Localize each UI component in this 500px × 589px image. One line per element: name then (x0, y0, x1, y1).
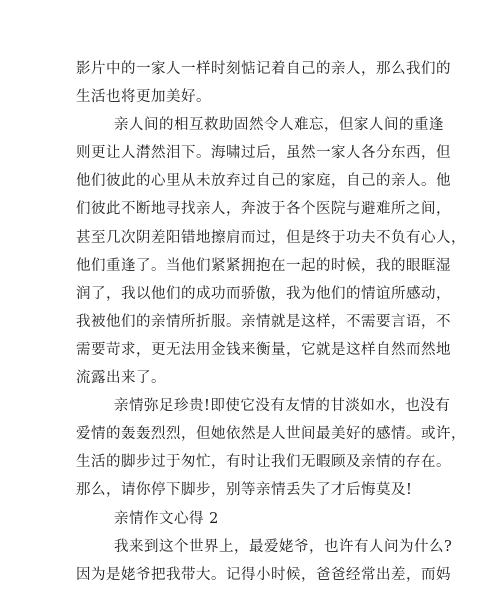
text-line: 他们彼此的心里从未放弃过自己的家庭，自己的亲人。他 (76, 173, 451, 190)
paragraph-start-line: 亲情作文心得 2 (114, 510, 219, 527)
paragraph-start-line: 我来到这个世界上，最爱姥爷，也许有人问为什么? (114, 538, 453, 555)
text-line: 那么，请你停下脚步，别等亲情丢失了才后悔莫及! (76, 482, 413, 499)
paragraph-start-line: 亲情弥足珍贵!即使它没有友情的甘淡如水，也没有 (114, 398, 451, 415)
text-line: 润了，我以他们的成功而骄傲，我为他们的情谊所感动， (76, 285, 451, 302)
text-line: 他们重逢了。当他们紧紧拥抱在一起的时候，我的眼眶湿 (76, 257, 451, 274)
text-line: 我被他们的亲情所折服。亲情就是这样，不需要言语，不 (76, 313, 451, 330)
text-line: 影片中的一家人一样时刻惦记着自己的亲人，那么我们的 (76, 61, 451, 77)
text-line: 流露出来了。 (76, 370, 166, 387)
paragraph-start-line: 亲人间的相互救助固然令人难忘，但家人间的重逢 (114, 117, 444, 134)
body-text (76, 55, 466, 589)
text-line: 甚至几次阴差阳错地擦肩而过，但是终于功夫不负有心人， (76, 229, 466, 246)
text-line: 生活也将更加美好。 (76, 89, 211, 106)
text-line: 因为是姥爷把我带大。记得小时候，爸爸经常出差，而妈 (76, 566, 451, 583)
text-line: 爱情的轰轰烈烈，但她依然是人世间最美好的感情。或许， (76, 426, 466, 443)
text-line: 生活的脚步过于匆忙，有时让我们无暇顾及亲情的存在。 (76, 454, 451, 471)
text-line: 则更让人潸然泪下。海啸过后，虽然一家人各分东西，但 (76, 145, 451, 162)
text-line: 需要苛求，更无法用金钱来衡量，它就是这样自然而然地 (76, 341, 451, 358)
text-line: 们彼此不断地寻找亲人，奔波于各个医院与避难所之间， (76, 201, 451, 218)
